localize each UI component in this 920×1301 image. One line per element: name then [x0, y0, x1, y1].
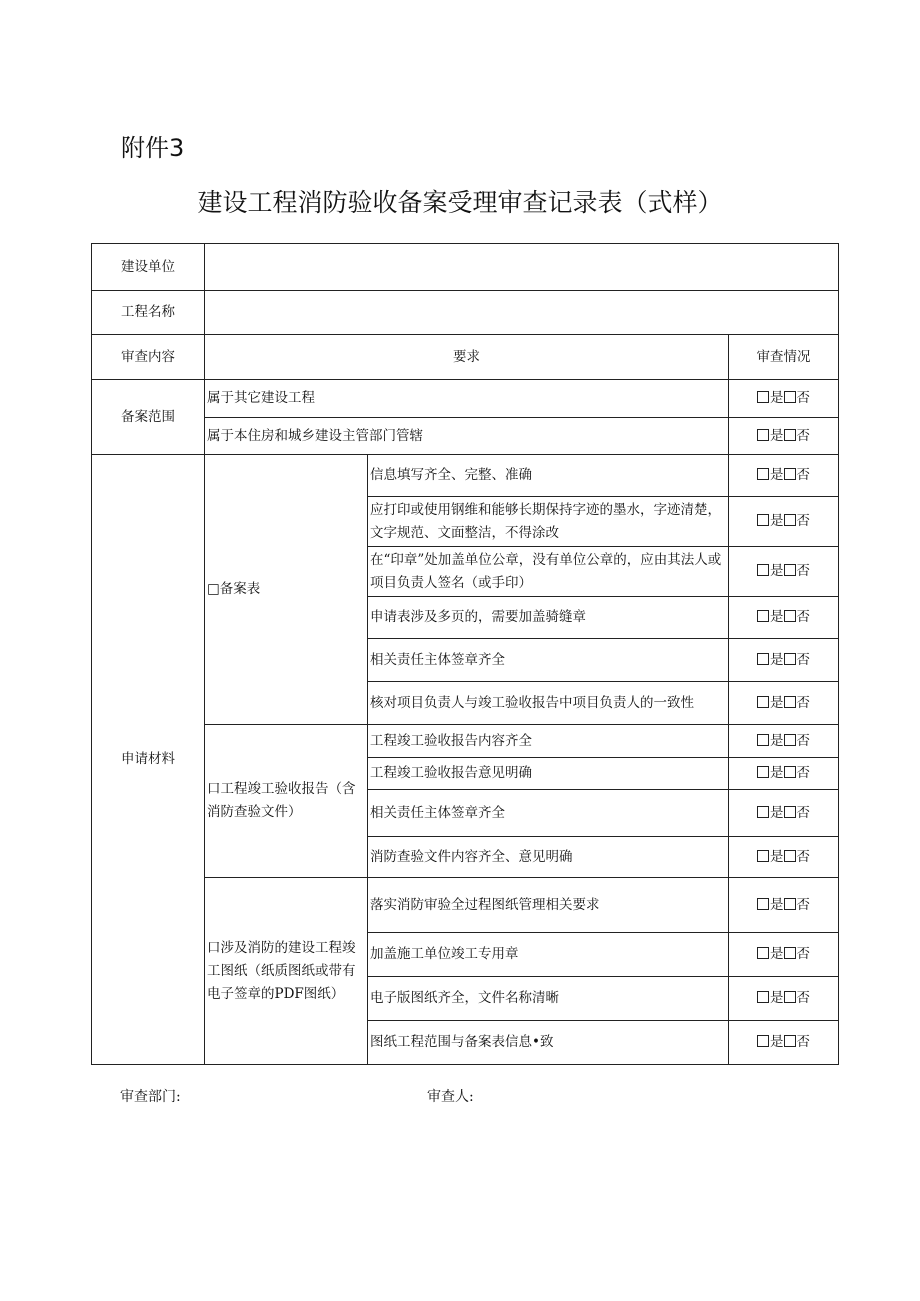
requirement-item: 核对项目负责人与竣工验收报告中项目负责人的一致性 [368, 682, 729, 725]
yes-checkbox[interactable] [757, 1035, 769, 1047]
requirement-item: 消防查验文件内容齐全、意见明确 [368, 837, 729, 878]
yes-checkbox[interactable] [757, 696, 769, 708]
yes-checkbox[interactable] [757, 653, 769, 665]
requirement-item: 电子版图纸齐全，文件名称清晰 [368, 977, 729, 1021]
yes-label: 是 [770, 804, 784, 821]
no-label: 否 [796, 651, 811, 668]
review-status-options [729, 1021, 839, 1065]
no-label: 否 [796, 609, 811, 625]
no-checkbox[interactable] [784, 610, 796, 622]
yes-label: 是 [770, 651, 784, 668]
yes-checkbox[interactable] [757, 734, 769, 746]
yes-label: 是 [770, 467, 784, 483]
yes-checkbox[interactable] [757, 850, 769, 862]
requirement-item: 工程竣工验收报告内容齐全 [368, 725, 729, 758]
header-requirements: 要求 [205, 335, 729, 380]
review-status-options [729, 878, 839, 933]
yes-label: 是 [770, 609, 784, 625]
yes-checkbox[interactable] [757, 947, 769, 959]
no-checkbox[interactable] [784, 991, 796, 1003]
no-checkbox[interactable] [784, 564, 796, 576]
no-checkbox[interactable] [784, 653, 796, 665]
yes-checkbox[interactable] [757, 429, 769, 441]
no-checkbox[interactable] [784, 1035, 796, 1047]
yes-checkbox[interactable] [757, 514, 769, 526]
yes-checkbox[interactable] [757, 610, 769, 622]
review-status-options [729, 418, 839, 455]
no-label: 否 [796, 467, 811, 483]
no-checkbox[interactable] [784, 947, 796, 959]
review-status-options [729, 597, 839, 639]
review-status-options [729, 547, 839, 597]
no-checkbox[interactable] [784, 429, 796, 441]
no-label: 否 [796, 848, 811, 865]
requirement-item: 信息填写齐全、完整、准确 [368, 455, 729, 497]
construction-unit-label: 建设单位 [92, 244, 205, 291]
scope-label: 备案范围 [92, 380, 205, 455]
no-checkbox[interactable] [784, 898, 796, 910]
review-status-options [729, 977, 839, 1021]
review-status-options [729, 933, 839, 977]
review-status-options [729, 497, 839, 547]
requirement-item: 加盖施工单位竣工专用章 [368, 933, 729, 977]
no-label: 否 [796, 427, 811, 444]
yes-label: 是 [770, 732, 784, 749]
no-checkbox[interactable] [784, 514, 796, 526]
no-label: 否 [796, 694, 811, 711]
yes-checkbox[interactable] [757, 806, 769, 818]
no-label: 否 [796, 513, 811, 529]
reviewer-label: 审查人: [427, 1089, 474, 1105]
yes-checkbox[interactable] [757, 391, 769, 403]
no-checkbox[interactable] [784, 734, 796, 746]
page-title: 建设工程消防验收备案受理审查记录表（式样） [197, 188, 723, 217]
no-label: 否 [796, 896, 811, 913]
material-group-label: 口工程竣工验收报告（含消防查验文件） [205, 725, 368, 878]
no-label: 否 [796, 946, 811, 962]
requirement-item: 在“印章”处加盖单位公章，没有单位公章的，应由其法人或项目负责人签名（或手印） [368, 547, 729, 597]
requirement-item: 相关责任主体签章齐全 [368, 639, 729, 682]
header-review-status: 审查情况 [729, 335, 839, 380]
yes-label: 是 [770, 513, 784, 529]
yes-label: 是 [770, 427, 784, 444]
no-label: 否 [796, 990, 811, 1006]
requirement-item: 应打印或使用钢维和能够长期保持字迹的墨水，字迹清楚，文字规范、文面整洁，不得涂改 [368, 497, 729, 547]
yes-checkbox[interactable] [757, 766, 769, 778]
materials-label: 申请材料 [92, 455, 205, 1065]
scope-item: 属于本住房和城乡建设主管部门管辖 [205, 418, 729, 455]
review-status-options [729, 837, 839, 878]
no-label: 否 [796, 765, 811, 781]
yes-checkbox[interactable] [757, 991, 769, 1003]
no-label: 否 [796, 563, 811, 579]
review-status-options [729, 790, 839, 837]
requirement-item: 图纸工程范围与备案表信息•致 [368, 1021, 729, 1065]
no-label: 否 [796, 732, 811, 749]
yes-label: 是 [770, 990, 784, 1006]
material-group-label: 口涉及消防的建设工程竣工图纸（纸质图纸或带有电子签章的PDF图纸） [205, 878, 368, 1065]
yes-label: 是 [770, 765, 784, 781]
project-name-field[interactable] [205, 291, 839, 335]
no-label: 否 [796, 804, 811, 821]
no-checkbox[interactable] [784, 468, 796, 480]
no-checkbox[interactable] [784, 766, 796, 778]
requirement-item: 相关责任主体签章齐全 [368, 790, 729, 837]
header-review-content: 审查内容 [92, 335, 205, 380]
project-name-label: 工程名称 [92, 291, 205, 335]
review-status-options [729, 682, 839, 725]
yes-label: 是 [770, 946, 784, 962]
no-checkbox[interactable] [784, 696, 796, 708]
attachment-number: 附件3 [121, 134, 185, 162]
review-status-options [729, 380, 839, 418]
yes-label: 是 [770, 896, 784, 913]
yes-checkbox[interactable] [757, 564, 769, 576]
requirement-item: 工程竣工验收报告意见明确 [368, 758, 729, 790]
yes-checkbox[interactable] [757, 468, 769, 480]
review-record-table [91, 243, 839, 1065]
no-checkbox[interactable] [784, 806, 796, 818]
construction-unit-field[interactable] [205, 244, 839, 291]
no-checkbox[interactable] [784, 391, 796, 403]
review-status-options [729, 725, 839, 758]
scope-item: 属于其它建设工程 [205, 380, 729, 418]
review-status-options [729, 758, 839, 790]
material-group-label: □备案表 [205, 455, 368, 725]
yes-label: 是 [770, 848, 784, 865]
yes-checkbox[interactable] [757, 898, 769, 910]
no-checkbox[interactable] [784, 850, 796, 862]
no-label: 否 [796, 390, 811, 406]
review-status-options [729, 455, 839, 497]
yes-label: 是 [770, 390, 784, 406]
yes-label: 是 [770, 1034, 784, 1050]
review-department-label: 审查部门: [120, 1089, 181, 1105]
requirement-item: 申请表涉及多页的，需要加盖骑缝章 [368, 597, 729, 639]
yes-label: 是 [770, 563, 784, 579]
review-status-options [729, 639, 839, 682]
yes-label: 是 [770, 694, 784, 711]
no-label: 否 [796, 1034, 811, 1050]
requirement-item: 落实消防审验全过程图纸管理相关要求 [368, 878, 729, 933]
